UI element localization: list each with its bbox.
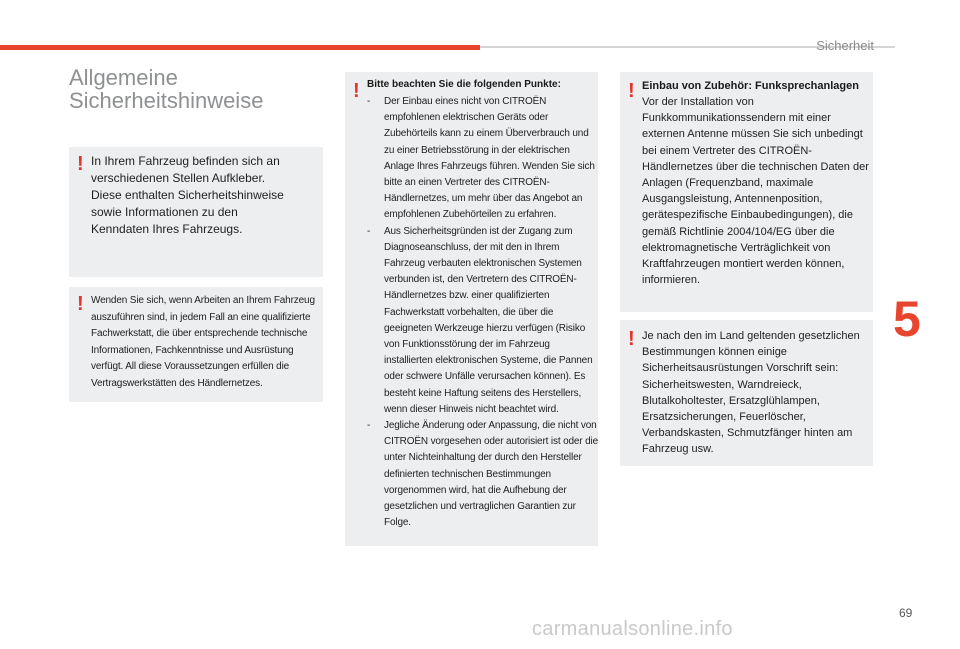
page-title bbox=[69, 66, 329, 112]
points-heading: Bitte beachten Sie die folgenden Punkte: bbox=[367, 79, 561, 90]
warning-exclamation-icon: ! bbox=[77, 153, 84, 175]
points-list bbox=[367, 94, 599, 531]
watermark: carmanualsonline.info bbox=[532, 618, 733, 640]
info-box-workshop bbox=[69, 287, 323, 402]
page-title-line1: Allgemeine bbox=[69, 65, 178, 90]
page-number: 69 bbox=[899, 606, 913, 620]
page-title-line2: Sicherheitshinweise bbox=[69, 88, 264, 113]
header-red-bar bbox=[0, 45, 480, 50]
info-box-radio bbox=[620, 72, 873, 312]
list-item bbox=[367, 418, 599, 531]
radio-heading: Einbau von Zubehör: Funksprechanlagen bbox=[642, 80, 859, 92]
warning-exclamation-icon: ! bbox=[77, 293, 84, 315]
radio-text: Vor der Installation von Funkkommunikationssendern mit einer externen Antenne müssen Sie sich unbedingt bei einem Vertreter des CITROËN-Händlernetzes über die technischen Daten der Anlagen (Frequenzband, maximale Ausgangsleistung, Antennenposition, gerätespezifische Einbaubedingungen), die gemäß Richtlinie 2004/104/EG über die elektromagnetische Verträglichkeit von Kraftfahrzeugen montiert werden können, informieren. bbox=[642, 96, 869, 287]
list-dash: - bbox=[367, 96, 371, 107]
info-box-stickers-text: In Ihrem Fahrzeug befinden sich an verschiedenen Stellen Aufkleber. Diese enthalten Sicherheitshinweise sowie Informationen zu den Kenndaten Ihres Fahrzeugs. bbox=[91, 154, 284, 236]
equipment-text: Je nach den im Land geltenden gesetzlichen Bestimmungen können einige Sicherheitsausrüstungen Vorschrift sein: Sicherheitswesten, Warndreieck, Blutalkoholtester, Ersatzglühlampen, Ersatzsicherungen, Feuerlöscher, Verbandskasten, Schmutzfänger hinten am Fahrzeug usw. bbox=[642, 330, 860, 456]
list-dash: - bbox=[367, 420, 371, 432]
section-title: Sicherheit bbox=[816, 38, 874, 53]
warning-exclamation-icon: ! bbox=[628, 328, 635, 350]
chapter-number: 5 bbox=[893, 291, 921, 347]
list-item bbox=[367, 94, 599, 224]
info-box-equipment bbox=[620, 320, 873, 466]
warning-exclamation-icon: ! bbox=[353, 80, 360, 102]
warning-exclamation-icon: ! bbox=[628, 80, 635, 102]
list-item bbox=[367, 224, 599, 418]
info-box-points bbox=[345, 72, 598, 546]
info-box-workshop-text: Wenden Sie sich, wenn Arbeiten an Ihrem Fahrzeug auszuführen sind, in jedem Fall an eine qualifizierte Fachwerkstatt, die über entsprechende technische Informationen, Fachkenntnisse und Ausrüstung verfügt. All diese Voraussetzungen erfüllen die Vertragswerkstätten des Händlernetzes. bbox=[91, 295, 315, 389]
info-box-stickers bbox=[69, 147, 323, 277]
list-item-text: Jegliche Änderung oder Anpassung, die nicht von CITROËN vorgesehen oder autorisiert ist oder die unter Nichteinhaltung der durch den Hersteller definierten technischen Bestimmungen vorgenommen wird, hat die Aufhebung der gesetzlichen und vertraglichen Garantien zur Folge. bbox=[384, 420, 599, 529]
list-item-text: Aus Sicherheitsgründen ist der Zugang zum Diagnoseanschluss, der mit den in Ihrem Fahrzeug verbauten elektronischen Systemen verbunden ist, den Vertretern des CITROËN-Händlernetzes bzw. einer qualifizierten Fachwerkstatt vorbehalten, die über die geeigneten Werkzeuge hierzu verfügen (Risiko von Funktionsstörung der im Fahrzeug installierten elektronischen Systeme, die Pannen oder schwere Unfälle verursachen können). Es besteht keine Haftung seitens des Herstellers, wenn dieser Hinweis nicht beachtet wird. bbox=[384, 225, 593, 415]
list-dash: - bbox=[367, 225, 371, 237]
list-item-text: Der Einbau eines nicht von CITROËN empfohlenen elektrischen Geräts oder Zubehörteils kann zu einem Überverbrauch und zu einer Betriebsstörung in der elektrischen Anlage Ihres Fahrzeugs führen. Wenden Sie sich bitte an einen Vertreter des CITROËN-Händlernetzes, um mehr über das Angebot an empfohlenen Zubehörteilen zu erfahren. bbox=[384, 96, 595, 221]
